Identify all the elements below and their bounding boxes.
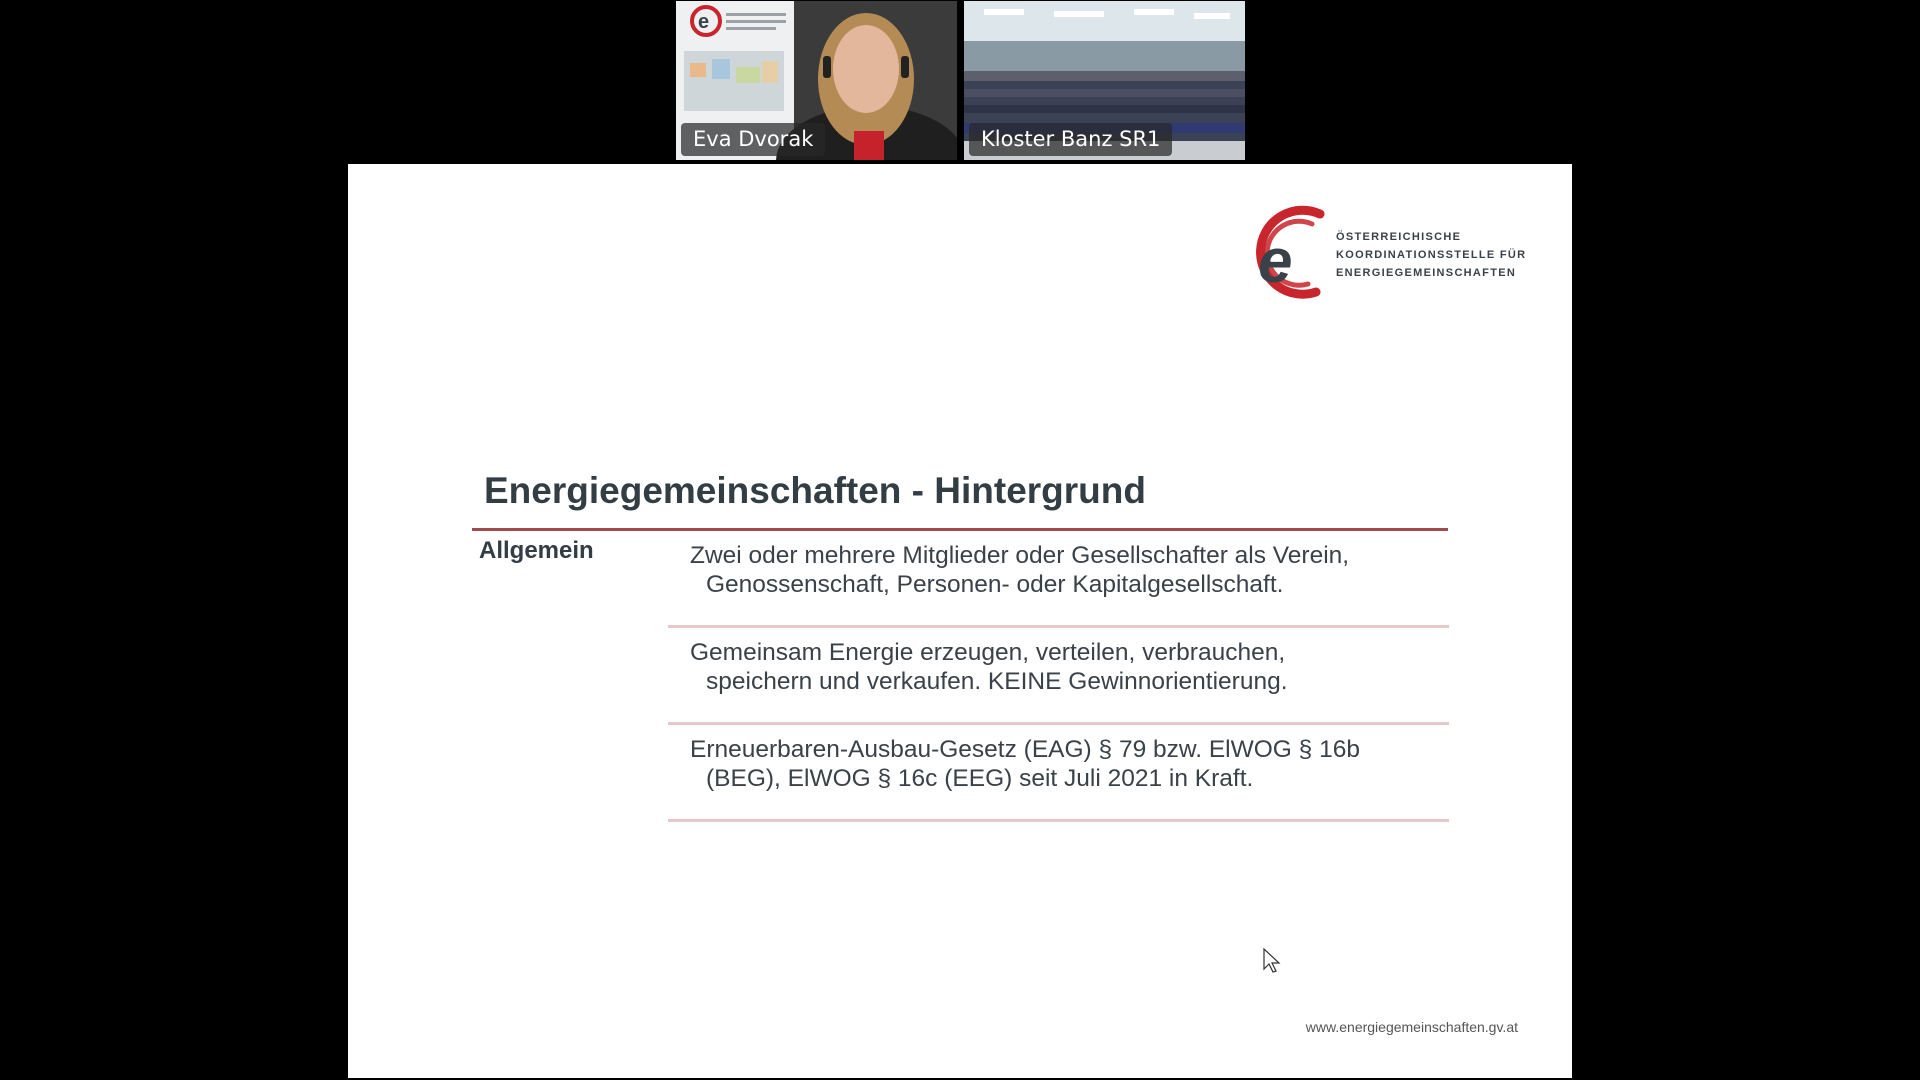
svg-text:e: e xyxy=(698,11,710,33)
footer-url: www.energiegemeinschaften.gv.at xyxy=(1305,1019,1518,1035)
title-divider xyxy=(472,528,1448,531)
content-bullet: Erneuerbaren-Ausbau-Gesetz (EAG) § 79 bzw. ElWOG § 16b (BEG), ElWOG § 16c (EEG) seit Juli 2021 in Kraft. xyxy=(690,736,1360,792)
section-label: Allgemein xyxy=(479,537,594,564)
content-bullet: Gemeinsam Energie erzeugen, verteilen, verbrauchen, speichern und verkaufen. KEINE Gewinnorientierung. xyxy=(690,639,1288,695)
participant-name-label: Kloster Banz SR1 xyxy=(969,123,1172,156)
slide-title: Energiegemeinschaften - Hintergrund xyxy=(484,470,1146,511)
video-tile-kloster-banz[interactable] xyxy=(964,1,1245,160)
content-bullet: Zwei oder mehrere Mitglieder oder Gesellschafter als Verein, Genossenschaft, Personen- oder Kapitalgesellschaft. xyxy=(690,542,1350,598)
logo-wordmark: ÖSTERREICHISCHE KOORDINATIONSSTELLE FÜR ENERGIEGEMEINSCHAFTEN xyxy=(1336,231,1527,279)
participant-name-label: Eva Dvorak xyxy=(681,123,825,156)
shared-slide xyxy=(348,164,1572,1078)
video-tile-eva-dvorak[interactable] xyxy=(676,1,957,160)
mouse-pointer-icon xyxy=(1263,948,1281,974)
svg-text:e: e xyxy=(1258,227,1293,296)
bullet-divider xyxy=(668,722,1449,725)
bullet-divider xyxy=(668,625,1449,628)
bullet-divider xyxy=(668,819,1449,822)
